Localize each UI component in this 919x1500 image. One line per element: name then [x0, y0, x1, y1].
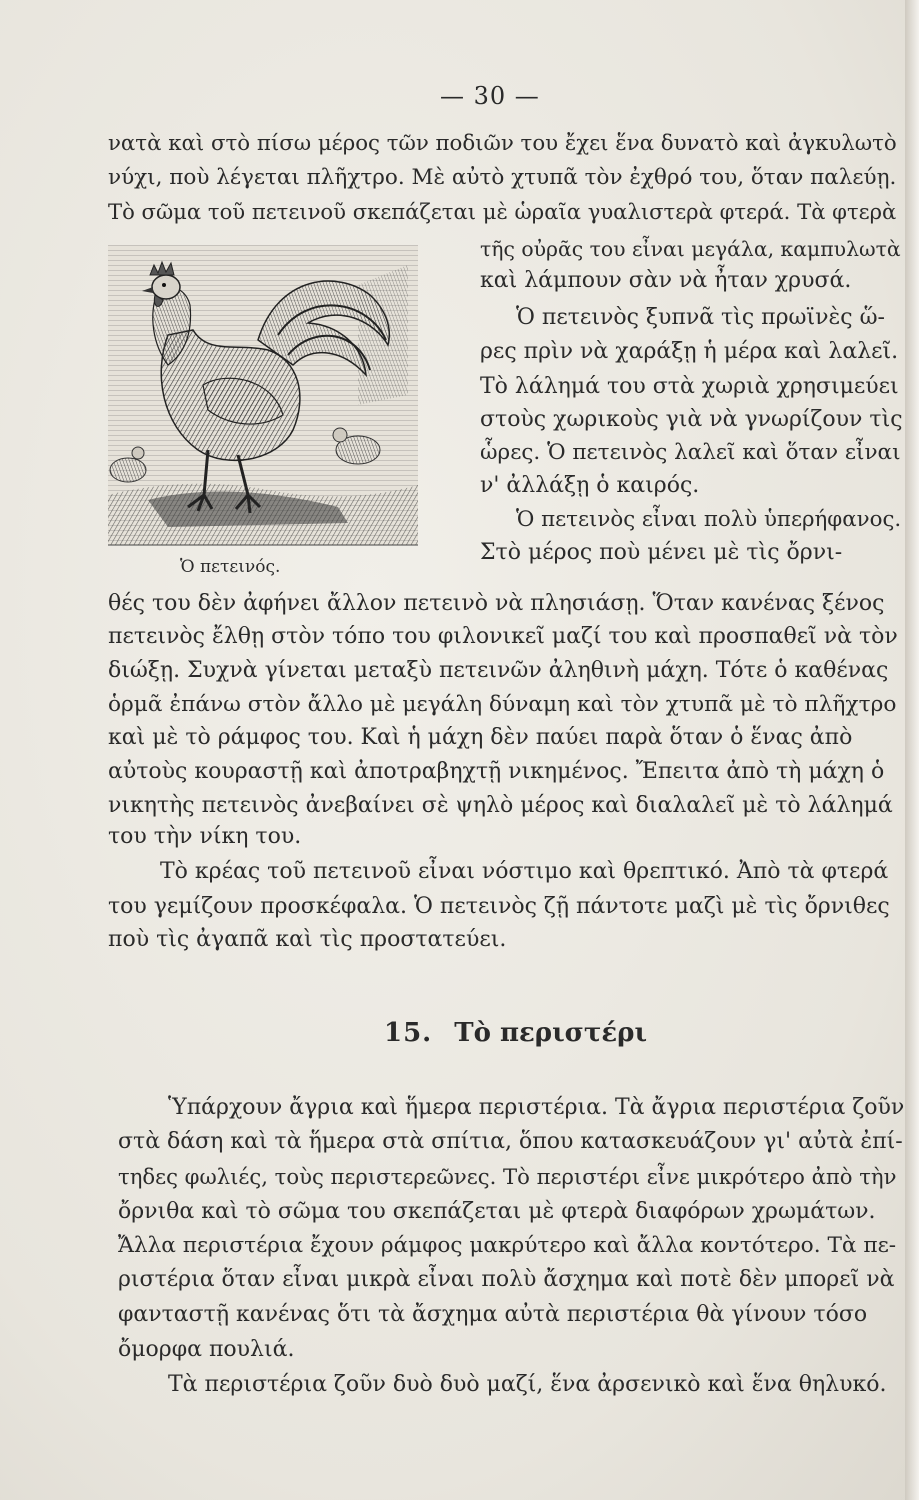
text-line: διώξῃ. Συχνὰ γίνεται μεταξὺ πετεινῶν ἀληθινὴ μάχη. Τότε ὁ καθένας	[108, 658, 889, 683]
section-heading	[384, 1018, 647, 1048]
text-line: νύχι, ποὺ λέγεται πλῆχτρο. Μὲ αὐτὸ χτυπᾶ τὸν ἐχθρό του, ὅταν παλεύῃ.	[108, 165, 897, 190]
text-line: Τὸ κρέας τοῦ πετεινοῦ εἶναι νόστιμο καὶ θρεπτικό. Ἀπὸ τὰ φτερά	[160, 859, 889, 884]
text-line: ρες πρὶν νὰ χαράξῃ ἡ μέρα καὶ λαλεῖ.	[480, 339, 899, 364]
text-line: ν' ἀλλάξῃ ὁ καιρός.	[480, 473, 700, 498]
text-line: Τὸ σῶμα τοῦ πετεινοῦ σκεπάζεται μὲ ὡραῖα γυαλιστερὰ φτερά. Τὰ φτερὰ	[108, 199, 897, 224]
text-line: ὄμορφα πουλιά.	[118, 1337, 295, 1362]
section-title: Τὸ περιστέρι	[454, 1018, 648, 1048]
text-line: αὐτοὺς κουραστῇ καὶ ἀποτραβηχτῇ νικημένος. Ἔπειτα ἀπὸ τὴ μάχη ὁ	[108, 759, 885, 784]
page-number: — 30 —	[440, 82, 540, 110]
text-line: θές του δὲν ἀφήνει ἄλλον πετεινὸ νὰ πλησιάσῃ. Ὅταν κανένας ξένος	[108, 591, 885, 616]
text-line: του τὴν νίκη του.	[108, 824, 302, 849]
text-line: Ὁ πετεινὸς εἶναι πολὺ ὑπερήφανος.	[516, 507, 902, 532]
rooster-illustration	[108, 245, 418, 557]
text-line: νατὰ καὶ στὸ πίσω μέρος τῶν ποδιῶν του ἔχει ἕνα δυνατὸ καὶ ἀγκυλωτὸ	[108, 131, 897, 156]
text-line: στοὺς χωρικοὺς γιὰ νὰ γνωρίζουν τὶς	[480, 407, 903, 432]
text-line: Ἄλλα περιστέρια ἔχουν ράμφος μακρύτερο καὶ ἄλλα κοντότερο. Τὰ πε-	[118, 1233, 897, 1258]
text-line: ριστέρια ὅταν εἶναι μικρὰ εἶναι πολὺ ἄσχημα καὶ ποτὲ δὲν μπορεῖ νὰ	[118, 1267, 895, 1292]
text-line: καὶ μὲ τὸ ράμφος του. Καὶ ἡ μάχη δὲν παύει παρὰ ὅταν ὁ ἕνας ἀπὸ	[108, 725, 853, 750]
text-line: ποὺ τὶς ἀγαπᾶ καὶ τὶς προστατεύει.	[108, 927, 507, 952]
text-line: Ὑπάρχουν ἄγρια καὶ ἥμερα περιστέρια. Τὰ ἄγρια περιστέρια ζοῦν	[168, 1095, 905, 1120]
text-line: ὁρμᾶ ἐπάνω στὸν ἄλλο μὲ μεγάλη δύναμη καὶ τὸν χτυπᾶ μὲ τὸ πλῆχτρο	[108, 692, 897, 717]
text-line: στὰ δάση καὶ τὰ ἥμερα στὰ σπίτια, ὅπου κατασκευάζουν γι' αὐτὰ ἐπί-	[118, 1129, 903, 1154]
text-line: του γεμίζουν προσκέφαλα. Ὁ πετεινὸς ζῇ πάντοτε μαζὶ μὲ τὶς ὄρνιθες	[108, 894, 890, 919]
text-line: Στὸ μέρος ποὺ μένει μὲ τὶς ὄρνι-	[480, 540, 843, 565]
text-line: καὶ λάμπουν σὰν νὰ ἦταν χρυσά.	[480, 268, 852, 293]
text-line: Ὁ πετεινὸς ξυπνᾶ τὶς πρωϊνὲς ὥ-	[516, 305, 885, 330]
text-line: ὧρες. Ὁ πετεινὸς λαλεῖ καὶ ὅταν εἶναι	[480, 440, 901, 465]
text-line: ὄρνιθα καὶ τὸ σῶμα του σκεπάζεται μὲ φτερὰ διαφόρων χρωμάτων.	[118, 1199, 876, 1224]
text-line: φανταστῇ κανένας ὅτι τὰ ἄσχημα αὐτὰ περιστέρια θὰ γίνουν τόσο	[118, 1302, 868, 1327]
page-right-edge	[905, 0, 919, 1500]
text-line: Τὰ περιστέρια ζοῦν δυὸ δυὸ μαζί, ἕνα ἀρσενικὸ καὶ ἕνα θηλυκό.	[168, 1372, 887, 1397]
text-line: τῆς οὐρᾶς του εἶναι μεγάλα, καμπυλωτὰ	[480, 237, 901, 261]
section-number: 15.	[384, 1018, 433, 1048]
text-line: νικητὴς πετεινὸς ἀνεβαίνει σὲ ψηλὸ μέρος καὶ διαλαλεῖ μὲ τὸ λάλημά	[108, 793, 893, 818]
figure-caption: Ὁ πετεινός.	[180, 557, 281, 577]
text-line: τηδες φωλιές, τοὺς περιστερεῶνες. Τὸ περιστέρι εἶνε μικρότερο ἀπὸ τὴν	[118, 1164, 897, 1189]
text-line: Τὸ λάλημά του στὰ χωριὰ χρησιμεύει	[480, 374, 899, 399]
text-line: πετεινὸς ἔλθῃ στὸν τόπο του φιλονικεῖ μαζί του καὶ προσπαθεῖ νὰ τὸν	[108, 624, 898, 649]
